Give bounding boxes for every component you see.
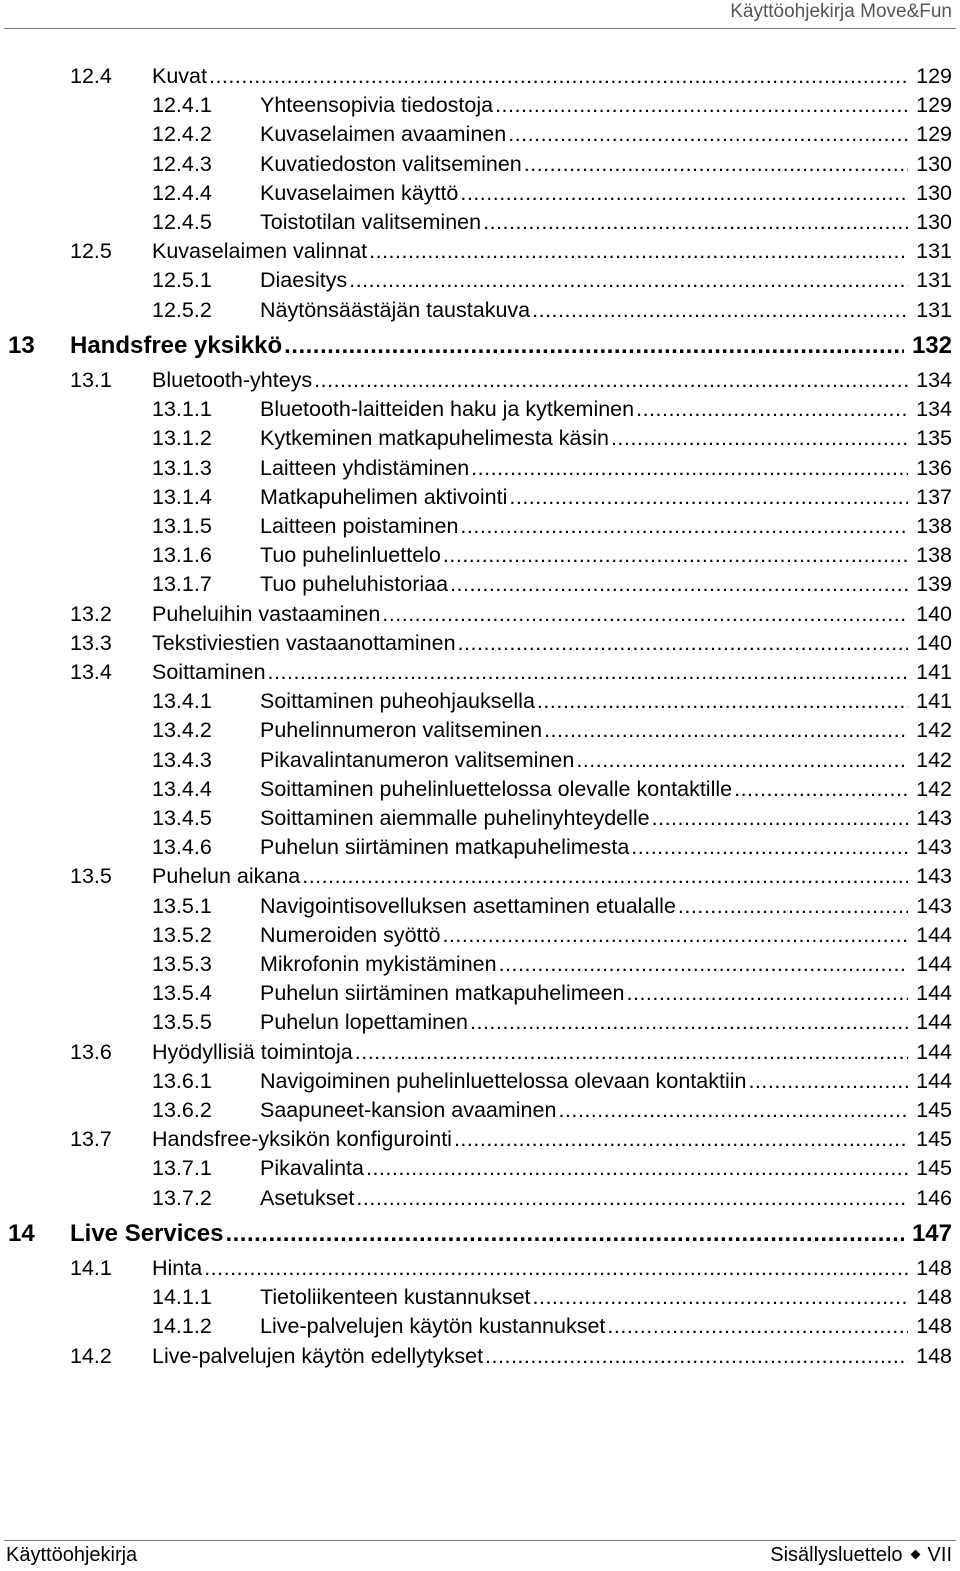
- toc-entry-title: Kuvat: [152, 64, 207, 88]
- toc-dot-leader: [509, 483, 908, 512]
- toc-entry-page: 130: [916, 210, 952, 234]
- toc-entry-title: Kuvatiedoston valitseminen: [260, 152, 522, 176]
- toc-entry[interactable]: [0, 1038, 960, 1067]
- toc-entry[interactable]: [0, 804, 960, 833]
- toc-entry-number: 13.4.5: [152, 806, 212, 830]
- toc-entry-number: 13.1.6: [152, 543, 212, 567]
- toc-entry-page: 148: [916, 1344, 952, 1368]
- toc-entry-number: 13.6.1: [152, 1069, 212, 1093]
- toc-entry-number: 12.5.1: [152, 268, 212, 292]
- toc-entry-page: 144: [916, 923, 952, 947]
- header-divider: [4, 28, 956, 29]
- toc-entry-title: Näytönsäästäjän taustakuva: [260, 298, 531, 322]
- toc-entry-number: 13.5.3: [152, 952, 212, 976]
- toc-entry-page: 144: [916, 952, 952, 976]
- footer-divider: [4, 1540, 956, 1541]
- toc-entry-number: 13.4.6: [152, 835, 212, 859]
- toc-entry[interactable]: [0, 950, 960, 979]
- toc-entry-page: 144: [916, 1010, 952, 1034]
- toc-entry-number: 13.7.1: [152, 1156, 212, 1180]
- toc-entry[interactable]: [0, 1125, 960, 1154]
- toc-entry-number: 14.2: [70, 1344, 112, 1368]
- toc-entry-page: 145: [916, 1127, 952, 1151]
- toc-entry-number: 13.4.2: [152, 718, 212, 742]
- toc-entry[interactable]: [0, 600, 960, 629]
- toc-entry-number: 12.4.4: [152, 181, 212, 205]
- toc-dot-leader: [268, 658, 908, 687]
- toc-entry-number: 12.4.2: [152, 122, 212, 146]
- toc-entry-page: 148: [916, 1314, 952, 1338]
- toc-dot-leader: [532, 296, 908, 325]
- toc-dot-leader: [443, 541, 908, 570]
- toc-entry-page: 129: [916, 93, 952, 117]
- toc-entry-title: Soittaminen: [152, 660, 266, 684]
- toc-entry-number: 13.5: [70, 864, 112, 888]
- toc-entry[interactable]: [0, 629, 960, 658]
- toc-entry-page: 143: [916, 864, 952, 888]
- toc-dot-leader: [678, 892, 908, 921]
- toc-entry-page: 142: [916, 748, 952, 772]
- toc-entry-number: 14.1: [70, 1256, 112, 1280]
- toc-entry-title: Asetukset: [260, 1186, 355, 1210]
- toc-entry-title: Bluetooth-laitteiden haku ja kytkeminen: [260, 397, 635, 421]
- toc-entry-title: Diaesitys: [260, 268, 348, 292]
- toc-dot-leader: [524, 150, 908, 179]
- toc-dot-leader: [471, 454, 908, 483]
- toc-entry-title: Kuvaselaimen avaaminen: [260, 122, 507, 146]
- toc-entry-page: 144: [916, 981, 952, 1005]
- toc-entry[interactable]: [0, 570, 960, 599]
- toc-dot-leader: [495, 91, 908, 120]
- toc-entry-title: Tekstiviestien vastaanottaminen: [152, 631, 456, 655]
- toc-entry-page: 129: [916, 122, 952, 146]
- toc-entry[interactable]: [0, 921, 960, 950]
- footer-page-info: [770, 1544, 952, 1567]
- toc-entry-page: 145: [916, 1156, 952, 1180]
- toc-entry-title: Puhelun lopettaminen: [260, 1010, 468, 1034]
- toc-entry[interactable]: [0, 266, 960, 295]
- toc-entry-number: 13.1.7: [152, 572, 212, 596]
- toc-entry-title: Kuvaselaimen käyttö: [260, 181, 459, 205]
- toc-entry-title: Puhelun aikana: [152, 864, 301, 888]
- toc-entry[interactable]: [0, 208, 960, 237]
- toc-entry-page: 135: [916, 426, 952, 450]
- toc-entry-title: Saapuneet-kansion avaaminen: [260, 1098, 557, 1122]
- toc-dot-leader: [748, 1067, 908, 1096]
- toc-dot-leader: [454, 1125, 908, 1154]
- toc-dot-leader: [382, 600, 908, 629]
- toc-entry-page: 148: [916, 1256, 952, 1280]
- toc-entry-number: 13.5.4: [152, 981, 212, 1005]
- toc-entry-page: 136: [916, 456, 952, 480]
- toc-entry[interactable]: [0, 1067, 960, 1096]
- document-title: Käyttöohjekirja Move&Fun: [730, 1, 952, 22]
- page-header: [0, 0, 960, 30]
- toc-dot-leader: [366, 1154, 908, 1183]
- toc-dot-leader: [355, 1038, 908, 1067]
- toc-entry[interactable]: [0, 296, 960, 325]
- toc-entry-number: 13.1.1: [152, 397, 212, 421]
- toc-entry[interactable]: [0, 1154, 960, 1183]
- toc-entry[interactable]: [0, 424, 960, 453]
- toc-entry-page: 134: [916, 368, 952, 392]
- toc-entry-number: 12.4: [70, 64, 112, 88]
- toc-entry-number: 13.7: [70, 1127, 112, 1151]
- diamond-icon: [910, 1549, 920, 1559]
- toc-entry[interactable]: [0, 1008, 960, 1037]
- toc-dot-leader: [204, 1254, 908, 1283]
- toc-entry-page: 138: [916, 543, 952, 567]
- toc-dot-leader: [611, 424, 908, 453]
- toc-dot-leader: [485, 1342, 908, 1371]
- toc-entry-page: 146: [916, 1186, 952, 1210]
- toc-entry-title: Yhteensopivia tiedostoja: [260, 93, 494, 117]
- toc-dot-leader: [470, 1008, 908, 1037]
- toc-dot-leader: [225, 1219, 904, 1248]
- toc-entry-number: 12.4.5: [152, 210, 212, 234]
- toc-dot-leader: [576, 746, 908, 775]
- toc-entry-number: 13.6: [70, 1040, 112, 1064]
- toc-entry-title: Puhelun siirtäminen matkapuhelimeen: [260, 981, 625, 1005]
- toc-entry-number: 13.2: [70, 602, 112, 626]
- toc-dot-leader: [558, 1096, 908, 1125]
- toc-entry-page: 142: [916, 718, 952, 742]
- toc-entry-page: 130: [916, 181, 952, 205]
- toc-entry-title: Numeroiden syöttö: [260, 923, 441, 947]
- toc-entry-title: Laitteen yhdistäminen: [260, 456, 470, 480]
- toc-entry[interactable]: [0, 395, 960, 424]
- toc-entry[interactable]: [0, 483, 960, 512]
- toc-entry-page: 140: [916, 631, 952, 655]
- toc-entry-number: 13.4.1: [152, 689, 212, 713]
- toc-entry-title: Tuo puhelinluettelo: [260, 543, 441, 567]
- toc-entry-title: Bluetooth-yhteys: [152, 368, 313, 392]
- toc-entry[interactable]: [0, 716, 960, 745]
- toc-entry[interactable]: [0, 366, 960, 395]
- toc-entry-page: 144: [916, 1040, 952, 1064]
- toc-dot-leader: [209, 62, 908, 91]
- toc-entry-number: 13.1: [70, 368, 112, 392]
- toc-entry-title: Puhelinnumeron valitseminen: [260, 718, 543, 742]
- toc-entry-number: 13.7.2: [152, 1186, 212, 1210]
- toc-entry[interactable]: [0, 120, 960, 149]
- toc-dot-leader: [369, 237, 908, 266]
- toc-entry-number: 14: [8, 1220, 35, 1247]
- toc-entry-page: 141: [916, 689, 952, 713]
- toc-entry[interactable]: [0, 91, 960, 120]
- toc-entry-number: 13.3: [70, 631, 112, 655]
- toc-entry-title: Live-palvelujen käytön edellytykset: [152, 1344, 484, 1368]
- toc-entry[interactable]: [0, 746, 960, 775]
- toc-entry-title: Live-palvelujen käytön kustannukset: [260, 1314, 606, 1338]
- toc-entry[interactable]: [0, 179, 960, 208]
- toc-dot-leader: [631, 833, 908, 862]
- toc-entry-title: Puheluihin vastaaminen: [152, 602, 381, 626]
- toc-entry-page: 131: [916, 239, 952, 263]
- toc-entry-title: Tietoliikenteen kustannukset: [260, 1285, 531, 1309]
- toc-entry-title: Puhelun siirtäminen matkapuhelimesta: [260, 835, 630, 859]
- toc-entry-page: 147: [911, 1220, 952, 1247]
- toc-entry-title: Handsfree yksikkö: [70, 332, 283, 359]
- toc-entry[interactable]: [0, 658, 960, 687]
- toc-entry-page: 138: [916, 514, 952, 538]
- toc-dot-leader: [537, 687, 908, 716]
- footer-section-name: Sisällysluettelo: [770, 1544, 903, 1566]
- toc-chapter-entry[interactable]: [0, 331, 960, 360]
- footer-document-name: Käyttöohjekirja: [6, 1544, 138, 1566]
- toc-entry-number: 14.1.1: [152, 1285, 212, 1309]
- toc-dot-leader: [314, 366, 908, 395]
- toc-dot-leader: [460, 512, 908, 541]
- toc-entry-number: 13: [8, 332, 35, 359]
- toc-dot-leader: [349, 266, 908, 295]
- toc-entry-title: Soittaminen puheohjauksella: [260, 689, 535, 713]
- toc-dot-leader: [458, 629, 908, 658]
- toc-entry[interactable]: [0, 1254, 960, 1283]
- toc-entry-title: Kuvaselaimen valinnat: [152, 239, 368, 263]
- toc-dot-leader: [302, 862, 908, 891]
- toc-entry-number: 13.6.2: [152, 1098, 212, 1122]
- toc-entry-number: 13.4.3: [152, 748, 212, 772]
- toc-dot-leader: [607, 1312, 908, 1341]
- toc-entry-title: Toistotilan valitseminen: [260, 210, 482, 234]
- toc-entry-number: 13.5.1: [152, 894, 212, 918]
- toc-entry-title: Tuo puheluhistoriaa: [260, 572, 449, 596]
- toc-entry[interactable]: [0, 775, 960, 804]
- toc-entry-page: 145: [916, 1098, 952, 1122]
- toc-entry[interactable]: [0, 541, 960, 570]
- toc-entry-page: 131: [916, 298, 952, 322]
- toc-entry-title: Navigoiminen puhelinluettelossa olevaan kontaktiin: [260, 1069, 747, 1093]
- toc-dot-leader: [636, 395, 908, 424]
- toc-dot-leader: [483, 208, 908, 237]
- toc-dot-leader: [442, 921, 908, 950]
- toc-entry-number: 14.1.2: [152, 1314, 212, 1338]
- toc-entry-number: 13.1.2: [152, 426, 212, 450]
- toc-chapter-entry[interactable]: [0, 1219, 960, 1248]
- toc-dot-leader: [356, 1184, 908, 1213]
- toc-entry-page: 132: [911, 332, 952, 359]
- toc-entry-number: 12.5: [70, 239, 112, 263]
- toc-dot-leader: [544, 716, 908, 745]
- footer-page-number: VII: [927, 1544, 952, 1566]
- toc-entry-number: 13.1.5: [152, 514, 212, 538]
- toc-entry-number: 13.1.4: [152, 485, 212, 509]
- toc-entry-page: 137: [916, 485, 952, 509]
- toc-entry-number: 13.1.3: [152, 456, 212, 480]
- toc-entry-page: 140: [916, 602, 952, 626]
- toc-entry-title: Soittaminen aiemmalle puhelinyhteydelle: [260, 806, 650, 830]
- toc-entry-page: 134: [916, 397, 952, 421]
- toc-entry-title: Pikavalintanumeron valitseminen: [260, 748, 575, 772]
- toc-entry-title: Laitteen poistaminen: [260, 514, 459, 538]
- toc-dot-leader: [734, 775, 908, 804]
- toc-entry-number: 13.4: [70, 660, 112, 684]
- toc-entry-page: 143: [916, 835, 952, 859]
- toc-entry-page: 143: [916, 806, 952, 830]
- toc-entry-title: Live Services: [70, 1220, 224, 1247]
- toc-entry-number: 12.5.2: [152, 298, 212, 322]
- toc-entry-title: Hinta: [152, 1256, 203, 1280]
- toc-entry-page: 130: [916, 152, 952, 176]
- toc-entry[interactable]: [0, 1312, 960, 1341]
- toc-entry[interactable]: [0, 1184, 960, 1213]
- toc-entry-number: 13.5.5: [152, 1010, 212, 1034]
- toc-entry-title: Navigointisovelluksen asettaminen etualalle: [260, 894, 676, 918]
- toc-entry[interactable]: [0, 1342, 960, 1371]
- toc-entry-title: Pikavalinta: [260, 1156, 364, 1180]
- toc-entry-page: 148: [916, 1285, 952, 1309]
- toc-entry[interactable]: [0, 62, 960, 91]
- toc-dot-leader: [508, 120, 908, 149]
- toc-dot-leader: [460, 179, 908, 208]
- toc-dot-leader: [499, 950, 908, 979]
- toc-entry[interactable]: [0, 862, 960, 891]
- toc-entry-page: 144: [916, 1069, 952, 1093]
- toc-entry-number: 13.5.2: [152, 923, 212, 947]
- toc-entry-number: 12.4.1: [152, 93, 212, 117]
- toc-entry-title: Mikrofonin mykistäminen: [260, 952, 497, 976]
- toc-entry[interactable]: [0, 979, 960, 1008]
- toc-dot-leader: [284, 331, 904, 360]
- toc-entry-title: Hyödyllisiä toimintoja: [152, 1040, 353, 1064]
- toc-entry[interactable]: [0, 454, 960, 483]
- toc-entry-page: 141: [916, 660, 952, 684]
- toc-entry[interactable]: [0, 687, 960, 716]
- page-footer: [0, 1532, 960, 1571]
- toc-entry-page: 143: [916, 894, 952, 918]
- toc-entry[interactable]: [0, 512, 960, 541]
- toc-entry-title: Matkapuhelimen aktivointi: [260, 485, 508, 509]
- toc-entry-page: 142: [916, 777, 952, 801]
- toc-entry-number: 12.4.3: [152, 152, 212, 176]
- toc-dot-leader: [533, 1283, 908, 1312]
- toc-entry-page: 139: [916, 572, 952, 596]
- toc-dot-leader: [652, 804, 908, 833]
- toc-entry-title: Kytkeminen matkapuhelimesta käsin: [260, 426, 609, 450]
- toc-entry-page: 129: [916, 64, 952, 88]
- toc-entry[interactable]: [0, 1096, 960, 1125]
- toc-entry[interactable]: [0, 150, 960, 179]
- toc-dot-leader: [450, 570, 908, 599]
- toc-entry[interactable]: [0, 833, 960, 862]
- toc-entry[interactable]: [0, 1283, 960, 1312]
- toc-entry-title: Soittaminen puhelinluettelossa olevalle kontaktille: [260, 777, 733, 801]
- toc-entry-title: Handsfree-yksikön konfigurointi: [152, 1127, 452, 1151]
- toc-entry-number: 13.4.4: [152, 777, 212, 801]
- toc-dot-leader: [627, 979, 908, 1008]
- toc-entry[interactable]: [0, 237, 960, 266]
- toc-entry[interactable]: [0, 892, 960, 921]
- toc-entry-page: 131: [916, 268, 952, 292]
